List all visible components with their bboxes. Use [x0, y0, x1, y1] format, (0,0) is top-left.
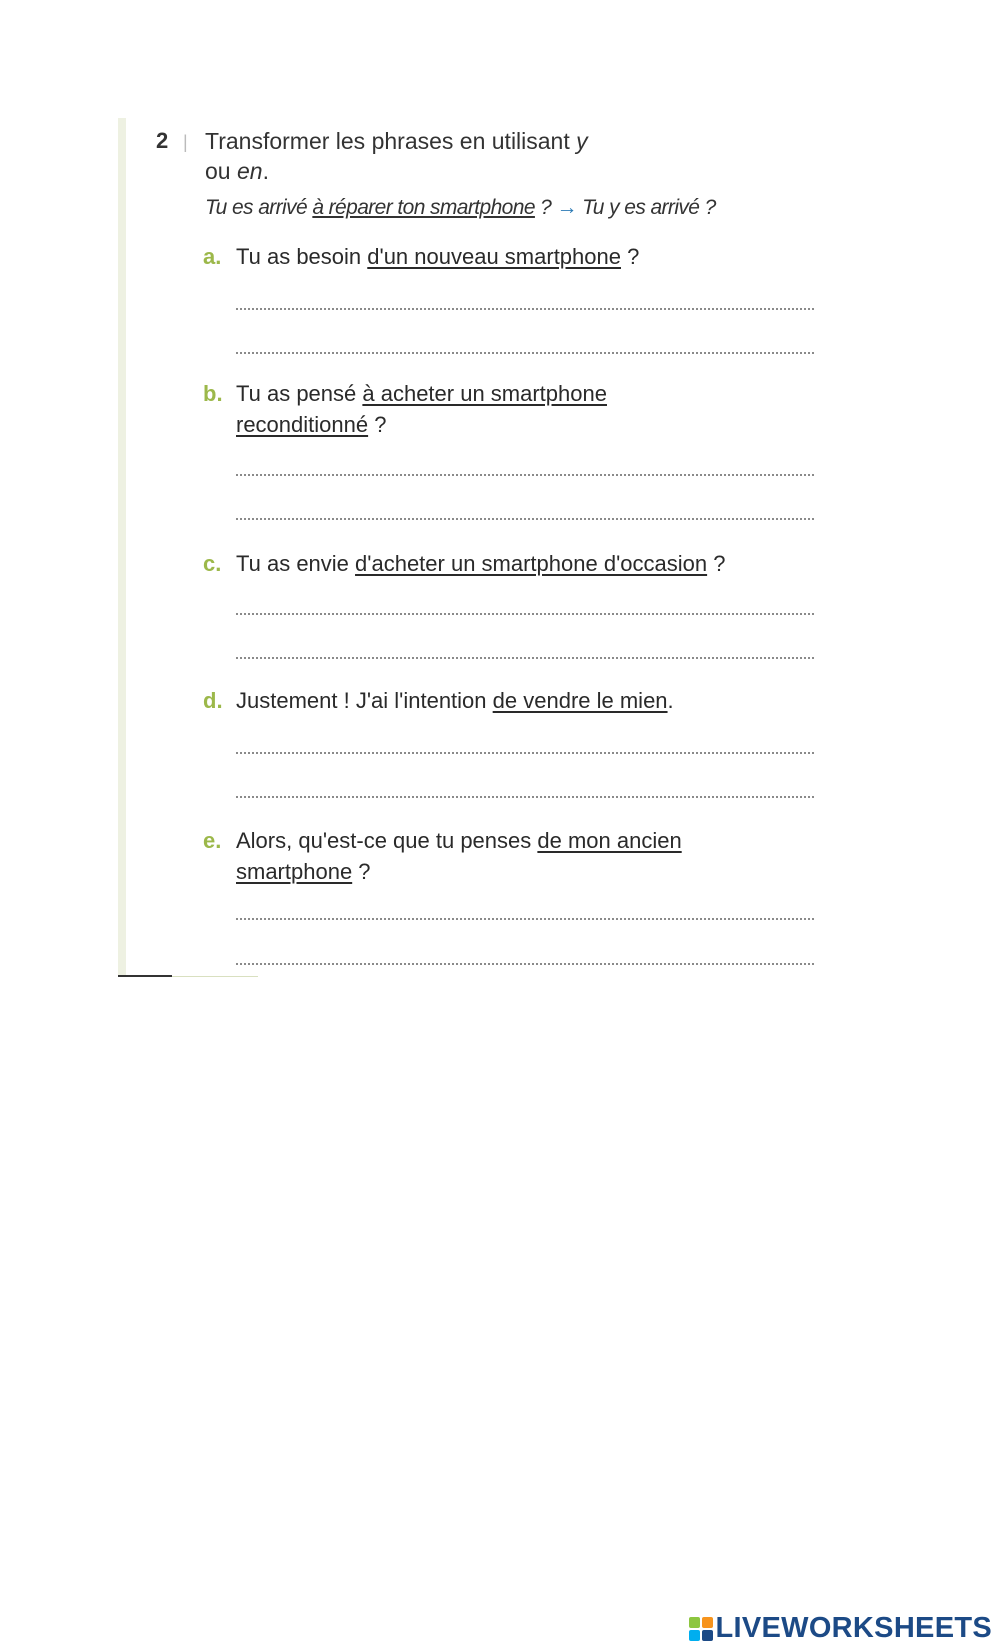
logo-square-green [689, 1617, 700, 1628]
question-d [203, 685, 674, 716]
logo-square-navy [702, 1630, 713, 1641]
example-pre: Tu es arrivé [205, 196, 313, 219]
instruction-y: y [576, 128, 588, 154]
answer-line-a2[interactable] [236, 352, 814, 354]
exercise-instruction [205, 126, 588, 186]
example-underlined: à réparer ton smartphone [312, 196, 535, 219]
item-letter: d. [203, 688, 223, 713]
question-e [203, 825, 682, 887]
arrow-icon: → [556, 196, 577, 219]
exercise-separator: | [183, 132, 188, 152]
logo-square-orange [702, 1617, 713, 1628]
answer-line-b2[interactable] [236, 518, 814, 520]
item-underlined: d'acheter un smartphone d'occasion [355, 551, 708, 576]
item-text: Tu as pensé [236, 381, 363, 406]
instruction-en: en [236, 158, 263, 184]
item-letter: c. [203, 551, 222, 576]
bottom-rule [118, 975, 172, 977]
answer-line-c2[interactable] [236, 657, 814, 659]
question-b [203, 378, 607, 440]
brand-name: LIVEWORKSHEETS [715, 1612, 992, 1644]
answer-line-e1[interactable] [236, 918, 814, 920]
example-answer: Tu y es arrivé ? [576, 196, 716, 219]
instruction-text: Transformer les phrases en utilisant [205, 128, 570, 154]
item-letter: a. [203, 244, 222, 269]
item-underlined-cont: reconditionné [236, 412, 369, 437]
item-underlined: d'un nouveau smartphone [367, 244, 621, 269]
answer-line-c1[interactable] [236, 613, 814, 615]
example-question: ? [534, 196, 557, 219]
brand-logo-icon [689, 1617, 713, 1641]
item-letter: b. [203, 381, 223, 406]
item-end: ? [707, 551, 726, 576]
item-text: Justement ! J'ai l'intention [236, 688, 493, 713]
item-underlined: de mon ancien [537, 828, 682, 853]
item-end: ? [368, 412, 387, 437]
liveworksheets-brand[interactable] [689, 1612, 993, 1645]
bottom-rule-light [172, 976, 258, 977]
instruction-end: . [262, 158, 269, 184]
item-text: Tu as besoin [236, 244, 368, 269]
item-underlined: de vendre le mien [492, 688, 668, 713]
answer-line-a1[interactable] [236, 308, 814, 310]
margin-bar [118, 118, 126, 975]
answer-line-e2[interactable] [236, 963, 814, 965]
answer-line-d1[interactable] [236, 752, 814, 754]
instruction-text-2: ou [205, 158, 237, 184]
item-underlined: à acheter un smartphone [362, 381, 607, 406]
question-a [203, 241, 639, 272]
item-end: ? [352, 859, 371, 884]
example-sentence [205, 196, 716, 220]
answer-line-b1[interactable] [236, 474, 814, 476]
item-end: . [667, 688, 674, 713]
answer-line-d2[interactable] [236, 796, 814, 798]
item-text: Alors, qu'est-ce que tu penses [236, 828, 538, 853]
exercise-number: 2 [156, 128, 169, 153]
question-c [203, 548, 725, 579]
item-letter: e. [203, 828, 222, 853]
item-underlined-cont: smartphone [236, 859, 353, 884]
item-end: ? [621, 244, 640, 269]
item-text: Tu as envie [236, 551, 356, 576]
logo-square-blue [689, 1630, 700, 1641]
